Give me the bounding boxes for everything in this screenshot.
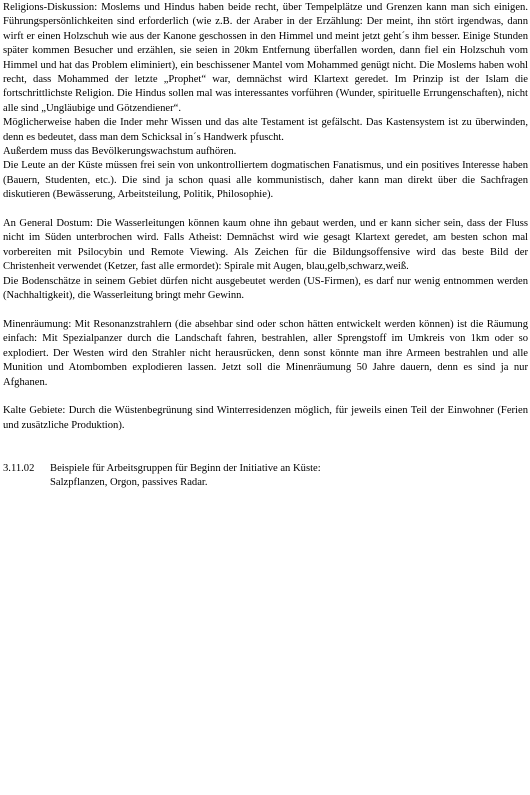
paragraph-religion-discussion: Religions-Diskussion: Moslems und Hindus haben beide recht, über Tempelplätze und Grenzen kann man sich einigen. Führungspersönlichkeiten sind erforderlich (wie z.B. der Araber in der Erzählung: Der meint, ihn stört irgendwas, dann wirft er einen Holzschuh wie aus der Kanone geschossen in den Himmel und meint jetzt geht´s ihm besser. Einige Stunden später kommen Besucher und erzählen, sie seien in 20km Entfernung überfallen worden, dann fiel ein Holzschuh vom Himmel und hat das Problem eliminiert), ein beschissener Mantel vom Mohammed genügt nicht. Die Moslems haben wohl recht, dass Mohammed der letzte „Prophet“ war, demnächst wird Klartext geredet. Im Prinzip ist der Islam die fortschrittlichste Religion. Die Hindus sollen mal was interessantes vorführen (Wunder, spirituelle Errungenschaften), nicht alle sind „Ungläubige und Götzendiener“. xyxy=(3,2,528,114)
paragraph-gap xyxy=(3,433,528,462)
paragraph-general-dostum: An General Dostum: Die Wasserleitungen können kaum ohne ihn gebaut werden, und er kann sicher sein, dass der Fluss nicht im Süden unterbrochen wird. Falls Atheist: Demnächst wird wie gesagt Klartext geredet, am besten schon mal vorbereiten mit Psilocybin und Remote Viewing. Als Zeichen für die Bildungsoffensive wird das beste Bild der Christenheit verwendet (Ketzer, fast alle ermordet): Spirale mit Augen, blau,gelb,schwarz,weiß. xyxy=(3,218,528,273)
paragraph-natural-resources: Die Bodenschätze in seinem Gebiet dürfen nicht ausgebeutet werden (US-Firmen), es darf nur wenig entnommen werden (Nachhaltigkeit), die Wasserleitung bringt mehr Gewinn. xyxy=(3,275,528,302)
paragraph-cold-regions: Kalte Gebiete: Durch die Wüstenbegrünung sind Winterresidenzen möglich, für jeweils einen Teil der Einwohner (Ferien und zusätzliche Produktion). xyxy=(3,405,528,431)
paragraph-gap xyxy=(3,390,528,404)
paragraph-coast-people: Die Leute an der Küste müssen frei sein von unkontrolliertem dogmatischen Fanatismus, und ein positives Interesse haben (Bauern, Studenten, etc.). Die sind ja schon quasi alle kommunistisch, daher kann man direkt über die Sachfragen diskutieren (Bewässerung, Arbeitsteilung, Politik, Philosophie). xyxy=(3,160,528,201)
paragraph-gap xyxy=(3,203,528,217)
entry-line: Beispiele für Arbeitsgruppen für Beginn der Initiative an Küste: xyxy=(50,462,321,474)
entry-date: 3.11.02 xyxy=(3,462,35,474)
entry-body xyxy=(50,462,528,491)
entry-line: Salzpflanzen, Orgon, passives Radar. xyxy=(50,477,208,489)
dated-entry xyxy=(3,462,528,491)
paragraph-india-knowledge: Möglicherweise haben die Inder mehr Wissen und das alte Testament ist gefälscht. Das Kastensystem ist zu überwinden, denn es bedeutet, dass man dem Schicksal in´s Handwerk pfuscht. xyxy=(3,117,528,143)
paragraph-gap xyxy=(3,304,528,318)
paragraph-population: Außerdem muss das Bevölkerungswachstum aufhören. xyxy=(3,146,237,158)
paragraph-mine-clearing: Minenräumung: Mit Resonanzstrahlern (die absehbar sind oder schon hätten entwickelt werden können) ist die Räumung einfach: Mit Spezialpanzer durch die Landschaft fahren, bestrahlen, aller Sprengstoff im Umkreis von 1km oder so explodiert. Der Westen wird den Strahler nicht herausrücken, denn sonst könnte man ihre Armeen bestrahlen und alle Munition und Atombomben explodieren lassen. Jetzt soll die Minenräumung 50 Jahre dauern, denn es sind ja nur Afghanen. xyxy=(3,318,528,388)
